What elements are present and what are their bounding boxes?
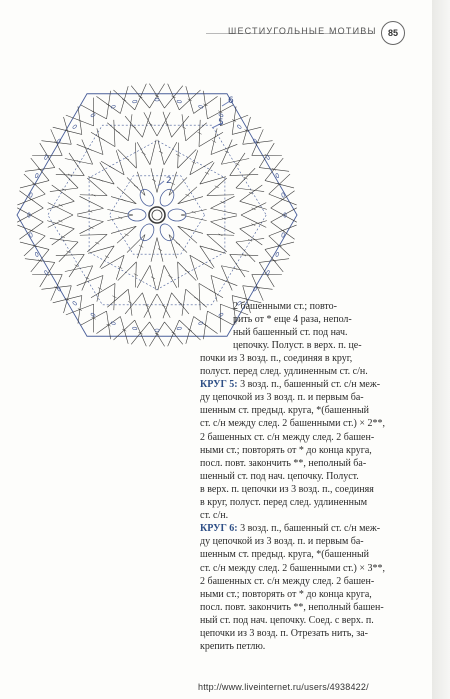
stitch-tick <box>222 280 226 282</box>
stitch-tick <box>88 210 92 212</box>
stitch-tick <box>211 249 215 251</box>
round-2-arrow <box>158 181 164 186</box>
chain-loop <box>237 124 242 129</box>
text-line: ный ст. под нач. цепочку. Соед. с верх. п. <box>200 614 374 626</box>
stitch-mark <box>157 112 170 136</box>
round-5-label: 5 <box>218 118 224 128</box>
chain-loop <box>198 321 203 325</box>
stitch-mark <box>80 196 104 208</box>
stitch-mark <box>211 275 217 301</box>
text-line: ст. с/н между след. 2 башенными ст.) × 2**, <box>200 418 386 430</box>
text-line: посл. повт. закончить **, неполный башен- <box>200 601 384 613</box>
text-line: шенным ст. предыд. круга, *(башенный <box>200 405 370 417</box>
stitch-mark <box>207 195 234 196</box>
stitch-mark <box>82 140 93 165</box>
round-6-label: 6 <box>228 96 234 106</box>
stitch-mark <box>236 242 255 262</box>
text-line: шенным ст. предыд. круга, *(башенный <box>200 549 370 561</box>
stitch-mark <box>118 262 137 281</box>
stitch-tick <box>125 158 129 160</box>
stitch-tick <box>185 270 189 272</box>
stitch-tick <box>192 211 196 213</box>
stitch-mark <box>97 128 103 154</box>
text-continuation-top <box>233 300 395 352</box>
stitch-mark <box>240 201 267 209</box>
text-line: 2 башенных ст. с/н между след. 2 башен- <box>200 431 375 443</box>
stitch-tick <box>125 234 129 236</box>
text-line: цепочки из 3 возд. п. Отрезать нить, за- <box>200 627 368 639</box>
chain-loop <box>218 113 223 117</box>
round-5-heading <box>200 378 396 391</box>
stitch-mark <box>207 234 227 251</box>
chain-loop <box>275 252 279 257</box>
stitch-mark <box>128 114 132 141</box>
stitch-tick <box>209 290 213 292</box>
center-petal <box>137 222 156 244</box>
stitch-mark <box>236 188 264 192</box>
magic-ring-inner <box>152 210 162 220</box>
stitch-tick <box>205 172 209 174</box>
chain-loop <box>253 138 258 143</box>
round-6-heading-label: КРУГ 6: <box>200 523 238 535</box>
chain-loop <box>57 287 62 292</box>
chain-loop <box>90 313 95 317</box>
stitch-mark <box>221 266 232 291</box>
chain-loop <box>111 321 116 325</box>
stitch-mark <box>163 293 172 318</box>
chain-loop <box>35 173 39 178</box>
center-petal <box>157 222 176 244</box>
chain-loop <box>275 173 279 178</box>
stitch-mark <box>125 293 142 314</box>
stitch-mark <box>158 265 164 290</box>
running-header <box>0 0 432 44</box>
center-petal <box>137 187 156 209</box>
stitch-tick <box>215 186 219 188</box>
stitch-tick <box>168 276 172 278</box>
stitch-mark <box>151 238 157 262</box>
center-petal <box>168 209 186 221</box>
stitch-tick <box>134 185 138 187</box>
chain-loop <box>177 327 182 330</box>
text-line: 2 башенных ст. с/н между след. 2 башен- <box>200 575 375 587</box>
text-line: ст. с/н. <box>200 510 229 522</box>
stitch-mark <box>182 289 186 316</box>
stitch-mark <box>77 216 103 222</box>
center-petal <box>128 209 146 221</box>
round-6-first-line: 3 возд. п., башенный ст. с/н меж- <box>237 523 381 535</box>
stitch-mark <box>69 153 84 176</box>
stitch-mark <box>144 294 157 318</box>
stitch-mark <box>157 168 163 192</box>
text-line: посл. повт. закончить **, неполный ба- <box>200 457 367 469</box>
stitch-tick <box>111 167 115 169</box>
stitch-mark <box>211 208 237 214</box>
text-line: в круг, полуст. перед след. удлиненным <box>200 497 368 509</box>
round-6-heading <box>200 522 396 535</box>
text-line: крепить петлю. <box>200 641 266 653</box>
stitch-mark <box>52 185 75 201</box>
chain-loop <box>155 329 159 331</box>
text-line: почки из 3 возд. п., соединяя в круг, <box>200 353 353 364</box>
chain-loop <box>72 301 77 306</box>
magic-ring <box>149 207 165 223</box>
stitch-mark <box>211 222 235 234</box>
stitch-mark <box>48 203 73 215</box>
stitch-tick <box>188 229 192 231</box>
text-line: полуст. перед след. удлиненным ст. с/н. <box>200 366 368 378</box>
stitch-tick <box>99 179 103 181</box>
stitch-mark <box>178 262 179 288</box>
round-ring <box>48 125 266 305</box>
text-line: ными ст.; повторять от * до конца круга, <box>200 444 372 456</box>
stitch-mark <box>230 254 245 277</box>
stitch-mark <box>172 116 189 137</box>
stitch-tick <box>118 217 122 219</box>
chain-loop <box>57 138 62 143</box>
text-line: ными ст.; повторять от * до конца круга, <box>200 588 372 600</box>
chain-loop <box>218 313 223 317</box>
stitch-tick <box>194 297 198 299</box>
text-line: в верх. п. цепочки из 3 возд. п., соединяя <box>200 483 374 495</box>
chain-loop <box>132 327 137 330</box>
chain-loop <box>90 113 95 117</box>
stitch-mark <box>80 234 107 235</box>
center-petal <box>157 187 176 209</box>
chain-loop <box>72 124 77 129</box>
text-line: цепочку. Полуст. в верх. п. це- <box>233 340 362 352</box>
stitch-mark <box>186 123 207 141</box>
stitch-tick <box>176 243 180 245</box>
stitch-tick <box>88 148 92 150</box>
stitch-mark <box>59 168 78 188</box>
stitch-tick <box>122 199 126 201</box>
stitch-mark <box>142 112 151 137</box>
stitch-mark <box>114 120 115 147</box>
round-5-first-line: 3 возд. п., башенный ст. с/н меж- <box>237 379 381 391</box>
stitch-mark <box>150 140 156 165</box>
stitch-mark <box>230 174 258 175</box>
text-line: ду цепочкой из 3 возд. п. и первым ба- <box>200 392 364 404</box>
source-watermark: http://www.liveinternet.ru/users/4938422/ <box>198 682 369 692</box>
stitch-tick <box>199 261 203 263</box>
chain-loop <box>35 252 39 257</box>
text-line: ду цепочкой из 3 возд. п. и первым ба- <box>200 536 364 548</box>
chain-loop <box>111 105 116 109</box>
stitch-tick <box>116 131 120 133</box>
stitch-mark <box>56 254 84 255</box>
stitch-mark <box>199 283 200 310</box>
stitch-mark <box>221 158 249 164</box>
round-5-heading-label: КРУГ 5: <box>200 379 238 391</box>
chain-loop <box>198 105 203 109</box>
chain-loop <box>155 99 159 101</box>
stitch-mark <box>47 221 74 229</box>
chain-loop <box>253 287 258 292</box>
header-title: ШЕСТИУГОЛЬНЫЕ МОТИВЫ <box>228 26 377 36</box>
stitch-mark <box>178 149 197 168</box>
stitch-tick <box>105 256 109 258</box>
chain-loop <box>132 100 137 103</box>
stitch-tick <box>142 152 146 154</box>
stitch-mark <box>91 283 115 297</box>
stitch-mark <box>199 132 223 146</box>
stitch-tick <box>132 126 136 128</box>
text-line: шенный ст. под нач. цепочку. Полуст. <box>200 470 359 482</box>
instructions-body <box>200 352 396 653</box>
text-line: ный башенный ст. под нач. <box>233 327 348 339</box>
text-line: ст. с/н между след. 2 башенными ст.) × 3**, <box>200 562 386 574</box>
page-gutter <box>432 0 450 699</box>
stitch-mark <box>241 215 266 227</box>
round-ring <box>109 176 204 254</box>
stitch-mark <box>137 265 150 288</box>
stitch-tick <box>95 242 99 244</box>
stitch-mark <box>135 143 136 169</box>
stitch-mark <box>65 266 93 272</box>
stitch-tick <box>185 194 189 196</box>
stitch-tick <box>101 138 105 140</box>
stitch-mark <box>107 289 128 307</box>
stitch-tick <box>178 302 182 304</box>
stitch-mark <box>77 275 103 285</box>
text-line: рить от * еще 4 раза, непол- <box>233 314 352 326</box>
stitch-mark <box>87 178 107 195</box>
text-line: 2 башенными ст.; повто- <box>233 301 337 312</box>
chain-loop <box>177 100 182 103</box>
stitch-mark <box>240 229 263 245</box>
round-2-label: 2 <box>166 176 172 186</box>
page-number-badge: 85 <box>381 21 405 45</box>
